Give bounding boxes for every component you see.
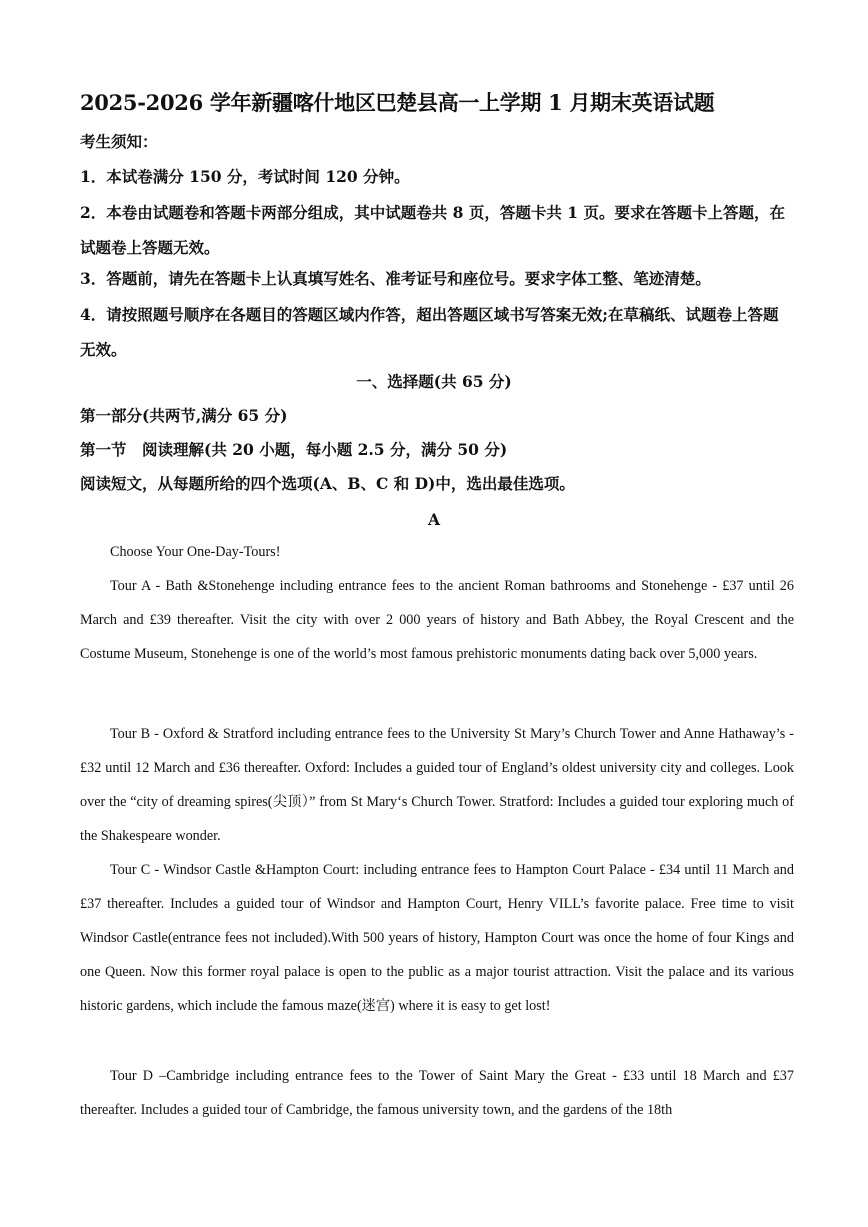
tour-c-paragraph: Tour C - Windsor Castle &Hampton Court: including entrance fees to Hampton Court Palace - £34 until 11 March and £37 thereafter. Includes a guided tour of Windsor and Hampton Court, Henry VILL’s favorite palace. Free time to visit Windsor Castle(entrance fees not included).With 500 years of history, Hampton Court was once the home of four Kings and one Queen. Now this former royal palace is open to the public as a major tourist attraction. Visit the palace and its various historic gardens, which include the famous maze(迷宫) where it is easy to get lost!: [80, 862, 794, 1014]
notice-item-3: 3．答题前，请先在答题卡上认真填写姓名、准考证号和座位号。要求字体工整、笔迹清楚。: [80, 269, 711, 288]
notice-item-1: 1．本试卷满分 150 分，考试时间 120 分钟。: [80, 167, 410, 186]
exam-title: 2025-2026 学年新疆喀什地区巴楚县高一上学期 1 月期末英语试题: [80, 90, 715, 115]
tour-d-paragraph: Tour D –Cambridge including entrance fees to the Tower of Saint Mary the Great - £33 until 18 March and £37 thereafter. Includes a guided tour of Cambridge, the famous university town, and the gardens of the 18th: [80, 1068, 794, 1118]
notice-item-4: 4．请按照题号顺序在各题目的答题区域内作答，超出答题区域书写答案无效;在草稿纸、试题卷上答题无效。: [80, 305, 779, 359]
passage-label: A: [427, 510, 441, 529]
notice-heading: 考生须知：: [80, 132, 158, 151]
tour-a-paragraph: Tour A - Bath &Stonehenge including entrance fees to the ancient Roman bathrooms and Stonehenge - £37 until 26 March and £39 thereafter. Visit the city with over 2 000 years of history and Bath Abbey, the Royal Crescent and the Costume Museum, Stonehenge is one of the world’s most famous prehistoric monuments dating back over 5,000 years.: [80, 578, 794, 662]
tour-b-paragraph: Tour B - Oxford & Stratford including entrance fees to the University St Mary’s Church Tower and Anne Hathaway’s - £32 until 12 March and £36 thereafter. Oxford: Includes a guided tour of England’s oldest university city and colleges. Look over the “city of dreaming spires(尖顶）” from St Mary‘s Church Tower. Stratford: Includes a guided tour exploring much of the Shakespeare wonder.: [80, 726, 794, 844]
reading-instruction: 阅读短文，从每题所给的四个选项(A、B、C 和 D)中，选出最佳选项。: [80, 474, 575, 493]
section-title: 一、选择题(共 65 分): [356, 372, 512, 391]
notice-item-2: 2．本卷由试题卷和答题卡两部分组成，其中试题卷共 8 页，答题卡共 1 页。要求在答题卡上答题，在试题卷上答题无效。: [80, 203, 785, 257]
passage-heading: Choose Your One-Day-Tours!: [110, 544, 281, 560]
part-title: 第一部分(共两节,满分 65 分): [80, 406, 288, 425]
subsection-title: 第一节 阅读理解(共 20 小题，每小题 2.5 分，满分 50 分): [80, 440, 508, 459]
